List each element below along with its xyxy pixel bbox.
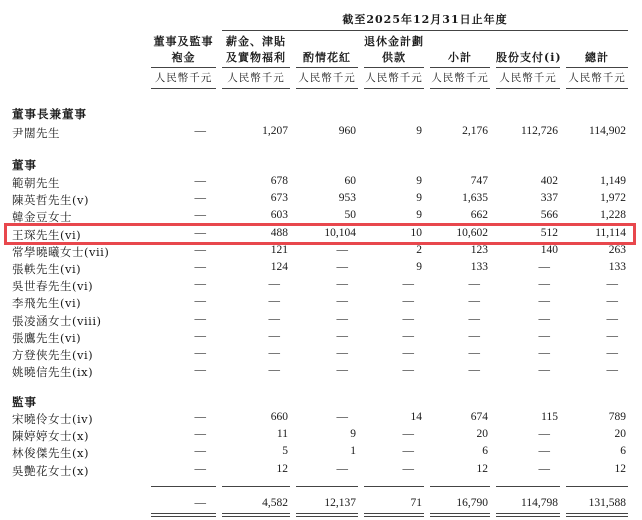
cell-bonus: 50 — [344, 209, 356, 221]
cell-bonus: — — [336, 295, 348, 307]
cell-subtotal: 133 — [470, 261, 488, 273]
total-double-rule — [566, 513, 628, 514]
row-name: 尹闊先生 — [12, 126, 60, 140]
cell-salaries: 673 — [270, 192, 288, 204]
row-name: 張鷹先生(vi) — [12, 331, 82, 345]
cell-share: — — [538, 295, 550, 307]
cell-share: — — [538, 364, 550, 376]
unit-rule — [496, 88, 560, 89]
column-header-rule — [222, 67, 290, 68]
section-title: 監事 — [12, 395, 37, 409]
cell-pension: 9 — [416, 209, 422, 221]
cell-share: 115 — [541, 411, 558, 423]
cell-pension: — — [402, 364, 414, 376]
row-name: 陳英哲先生(v) — [12, 193, 89, 207]
cell-bonus: — — [336, 347, 348, 359]
cell-fees: — — [194, 313, 206, 325]
column-header-subtotal: 小計 — [448, 51, 472, 64]
cell-share: 566 — [540, 209, 558, 221]
cell-share: — — [538, 445, 550, 457]
column-unit-subtotal: 人民幣千元 — [431, 72, 489, 84]
cell-fees: — — [194, 463, 206, 475]
cell-bonus: — — [336, 244, 348, 256]
total-salaries: 4,582 — [262, 497, 288, 509]
row-name: 陳婷婷女士(x) — [12, 429, 89, 443]
cell-pension: — — [402, 313, 414, 325]
unit-rule — [364, 88, 424, 89]
row-name: 宋曉伶女士(iv) — [12, 412, 94, 426]
row-name: 方登俠先生(vi) — [12, 348, 94, 362]
cell-fees: — — [194, 261, 206, 273]
cell-salaries: 124 — [270, 261, 288, 273]
cell-salaries: 678 — [270, 175, 288, 187]
cell-salaries: 488 — [270, 227, 288, 239]
total-top-rule — [296, 486, 358, 487]
cell-pension: — — [402, 278, 414, 290]
cell-total: 20 — [614, 428, 626, 440]
cell-pension: 14 — [410, 411, 422, 423]
cell-salaries: — — [268, 278, 280, 290]
cell-salaries: 5 — [282, 445, 288, 457]
cell-share: — — [538, 261, 550, 273]
unit-rule — [222, 88, 290, 89]
cell-bonus: — — [336, 313, 348, 325]
cell-pension: — — [402, 445, 414, 457]
row-name: 吳世春先生(vi) — [12, 279, 94, 293]
cell-total: 12 — [614, 463, 626, 475]
cell-salaries: 1,207 — [262, 125, 288, 137]
cell-salaries: — — [268, 347, 280, 359]
cell-fees: — — [194, 445, 206, 457]
cell-share: 512 — [540, 227, 558, 239]
column-unit-pension: 人民幣千元 — [365, 72, 423, 84]
column-header-pension: 退休金計劃 — [364, 35, 424, 48]
column-header-salaries: 及實物福利 — [226, 51, 286, 64]
period-header: 截至2025年12月31日止年度 — [342, 13, 508, 26]
row-name: 常學曉曦女士(vii) — [12, 245, 110, 259]
column-header-rule — [364, 67, 424, 68]
cell-subtotal: 6 — [482, 445, 488, 457]
cell-bonus: — — [336, 463, 348, 475]
column-header-salaries: 薪金、津貼 — [226, 35, 286, 48]
column-header-rule — [566, 67, 628, 68]
cell-pension: — — [402, 463, 414, 475]
cell-total: 11,114 — [595, 227, 626, 239]
cell-subtotal: — — [468, 295, 480, 307]
cell-salaries: — — [268, 295, 280, 307]
cell-subtotal: 674 — [470, 411, 488, 423]
cell-share: — — [538, 313, 550, 325]
total-double-rule — [222, 513, 290, 514]
cell-total: 789 — [608, 411, 626, 423]
total-double-rule — [364, 516, 424, 517]
cell-pension: 9 — [416, 125, 422, 137]
cell-bonus: 953 — [338, 192, 356, 204]
highlight-box — [4, 223, 636, 245]
column-header-rule — [151, 67, 216, 68]
cell-total: — — [606, 364, 618, 376]
row-name: 韓金豆女士 — [12, 210, 72, 224]
cell-pension: — — [402, 330, 414, 342]
column-unit-salaries: 人民幣千元 — [227, 72, 285, 84]
unit-rule — [430, 88, 490, 89]
cell-bonus: — — [336, 330, 348, 342]
cell-bonus: 10,104 — [324, 227, 356, 239]
total-top-rule — [151, 486, 216, 487]
cell-total: 1,972 — [600, 192, 626, 204]
row-name: 姚曉信先生(ix) — [12, 365, 94, 379]
cell-share: 402 — [540, 175, 558, 187]
cell-subtotal: 747 — [470, 175, 488, 187]
cell-total: — — [606, 313, 618, 325]
cell-salaries: — — [268, 330, 280, 342]
cell-share: — — [538, 278, 550, 290]
cell-pension: 2 — [416, 244, 422, 256]
cell-subtotal: 123 — [470, 244, 488, 256]
cell-total: 133 — [608, 261, 626, 273]
cell-subtotal: — — [468, 364, 480, 376]
cell-salaries: — — [268, 313, 280, 325]
cell-pension: 9 — [416, 261, 422, 273]
period-underline — [222, 30, 628, 31]
row-name: 範朝先生 — [12, 176, 60, 190]
cell-fees: — — [194, 364, 206, 376]
cell-pension: — — [402, 295, 414, 307]
cell-bonus: — — [336, 261, 348, 273]
section-title: 董事長兼董事 — [12, 107, 87, 121]
cell-pension: 9 — [416, 175, 422, 187]
row-name: 張軼先生(vi) — [12, 262, 82, 276]
column-header-fees: 董事及監事 — [153, 35, 214, 48]
cell-bonus: — — [336, 278, 348, 290]
cell-bonus: — — [336, 364, 348, 376]
cell-subtotal: — — [468, 313, 480, 325]
cell-salaries: 12 — [276, 463, 288, 475]
cell-salaries: — — [268, 364, 280, 376]
cell-subtotal: — — [468, 278, 480, 290]
cell-share: 337 — [540, 192, 558, 204]
column-unit-bonus: 人民幣千元 — [298, 72, 356, 84]
total-double-rule — [151, 513, 216, 514]
cell-fees: — — [194, 209, 206, 221]
unit-rule — [296, 88, 358, 89]
column-unit-total: 人民幣千元 — [568, 72, 626, 84]
cell-subtotal: — — [468, 347, 480, 359]
row-name: 王琛先生(vi) — [12, 228, 82, 242]
cell-total: 114,902 — [589, 125, 626, 137]
row-name: 吳艷花女士(x) — [12, 464, 89, 478]
column-header-bonus: 酌情花紅 — [303, 51, 351, 64]
cell-bonus: 960 — [338, 125, 356, 137]
cell-pension: — — [402, 347, 414, 359]
cell-salaries: 603 — [270, 209, 288, 221]
cell-pension: — — [402, 428, 414, 440]
column-header-total: 總計 — [585, 51, 609, 64]
cell-fees: — — [194, 244, 206, 256]
cell-fees: — — [194, 125, 206, 137]
cell-total: — — [606, 295, 618, 307]
cell-salaries: 121 — [270, 244, 288, 256]
cell-fees: — — [194, 428, 206, 440]
total-top-rule — [364, 486, 424, 487]
column-header-pension: 供款 — [382, 51, 406, 64]
total-double-rule — [496, 516, 560, 517]
total-double-rule — [222, 516, 290, 517]
unit-rule — [566, 88, 628, 89]
cell-bonus: 60 — [344, 175, 356, 187]
cell-salaries: 11 — [276, 428, 288, 440]
cell-fees: — — [194, 278, 206, 290]
column-header-rule — [496, 67, 560, 68]
cell-fees: — — [194, 227, 206, 239]
total-double-rule — [430, 516, 490, 517]
cell-share: — — [538, 463, 550, 475]
cell-total: 6 — [620, 445, 626, 457]
cell-share: — — [538, 428, 550, 440]
cell-pension: 9 — [416, 192, 422, 204]
cell-total: — — [606, 330, 618, 342]
column-unit-share: 人民幣千元 — [499, 72, 557, 84]
total-double-rule — [496, 513, 560, 514]
total-subtotal: 16,790 — [456, 497, 488, 509]
cell-subtotal: 20 — [476, 428, 488, 440]
cell-subtotal: 1,635 — [462, 192, 488, 204]
cell-total: 1,228 — [600, 209, 626, 221]
total-top-rule — [430, 486, 490, 487]
cell-subtotal: 12 — [476, 463, 488, 475]
cell-share: — — [538, 347, 550, 359]
cell-share: 140 — [540, 244, 558, 256]
cell-pension: 10 — [410, 227, 422, 239]
cell-bonus: 9 — [350, 428, 356, 440]
section-title: 董事 — [12, 158, 37, 172]
cell-total: 263 — [608, 244, 626, 256]
column-header-rule — [430, 67, 490, 68]
total-double-rule — [364, 513, 424, 514]
row-name: 林俊傑先生(x) — [12, 446, 89, 460]
total-total: 131,588 — [588, 497, 626, 509]
cell-subtotal: — — [468, 330, 480, 342]
cell-total: — — [606, 347, 618, 359]
cell-subtotal: 662 — [470, 209, 488, 221]
cell-fees: — — [194, 330, 206, 342]
cell-bonus: 1 — [350, 445, 356, 457]
column-header-share: 股份支付(i) — [496, 51, 562, 64]
column-unit-fees: 人民幣千元 — [154, 72, 213, 84]
row-name: 李飛先生(vi) — [12, 296, 82, 310]
column-header-rule — [296, 67, 358, 68]
cell-share: 112,726 — [521, 125, 558, 137]
cell-fees: — — [194, 347, 206, 359]
total-double-rule — [296, 513, 358, 514]
cell-subtotal: 10,602 — [456, 227, 488, 239]
total-top-rule — [222, 486, 290, 487]
cell-fees: — — [194, 411, 206, 423]
row-name: 張凌涵女士(viii) — [12, 314, 102, 328]
total-double-rule — [151, 516, 216, 517]
column-header-fees: 袍金 — [171, 51, 196, 64]
cell-fees: — — [194, 295, 206, 307]
total-pension: 71 — [410, 497, 422, 509]
cell-total: 1,149 — [600, 175, 626, 187]
total-fees: — — [194, 497, 206, 509]
total-double-rule — [566, 516, 628, 517]
total-double-rule — [430, 513, 490, 514]
cell-share: — — [538, 330, 550, 342]
cell-bonus: — — [336, 411, 348, 423]
cell-fees: — — [194, 175, 206, 187]
cell-fees: — — [194, 192, 206, 204]
total-top-rule — [566, 486, 628, 487]
cell-total: — — [606, 278, 618, 290]
cell-salaries: 660 — [270, 411, 288, 423]
total-top-rule — [496, 486, 560, 487]
unit-rule — [151, 88, 216, 89]
cell-subtotal: 2,176 — [462, 125, 488, 137]
total-double-rule — [296, 516, 358, 517]
total-share: 114,798 — [521, 497, 558, 509]
total-bonus: 12,137 — [324, 497, 356, 509]
